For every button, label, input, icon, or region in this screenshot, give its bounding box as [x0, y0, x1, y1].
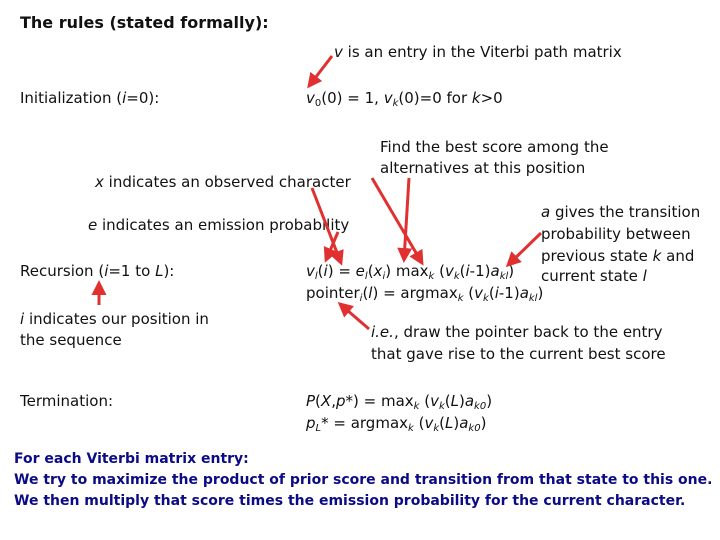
ie-note-ie: i.e.	[371, 323, 394, 341]
rec-eq1-i2: i	[465, 262, 470, 280]
rec-eq1-minus: -1)	[469, 262, 491, 280]
i-note-line2: the sequence	[20, 331, 122, 349]
a-note-line3-post: and	[661, 247, 695, 265]
term-eq2-p: p	[306, 414, 316, 432]
x-note-text: indicates an observed character	[103, 173, 351, 191]
rec-eq1-max: ) max	[385, 262, 429, 280]
rec-eq1-v: v	[306, 262, 315, 280]
term-eq1-v: v	[430, 392, 439, 410]
rec-eq1-k-sub2: k	[453, 271, 460, 282]
term-eq1-L: L	[450, 392, 459, 410]
arrow-best-max	[372, 178, 422, 263]
rec-eq2-a: a	[519, 284, 529, 302]
rec-eq1-e: e	[355, 262, 365, 280]
rec-eq1-i: i	[323, 262, 328, 280]
e-note-var: e	[88, 216, 98, 234]
rec-eq2-minus: -1)	[498, 284, 520, 302]
ie-note-text: , draw the pointer back to the entry	[393, 323, 663, 341]
init-label-post: =0):	[126, 89, 160, 107]
init-label	[20, 88, 159, 109]
rec-eq1-eq: ) =	[327, 262, 356, 280]
e-note-text: indicates an emission probability	[97, 216, 350, 234]
init-equation	[306, 88, 503, 114]
term-eq2-mid: )	[453, 414, 460, 432]
rec-eq2-i: i	[494, 284, 499, 302]
rec-eq1-a: a	[490, 262, 500, 280]
term-eq2-k0-sub: k0	[468, 423, 481, 434]
term-eq1-k-sub: k	[413, 401, 420, 412]
a-note-line3-pre: previous state	[541, 247, 653, 265]
footer-line2: We try to maximize the product of prior score and transition from that state to this one.	[14, 472, 713, 488]
e-note	[88, 215, 349, 236]
i-note-text: indicates our position in	[24, 310, 209, 328]
a-note-line2: probability between	[541, 225, 691, 243]
x-note	[95, 172, 351, 193]
term-eq1-star: *) = max	[345, 392, 414, 410]
term-eq1-k0-sub: k0	[474, 401, 487, 412]
a-note-line3	[541, 246, 694, 267]
rec-eq1-x: x	[373, 262, 383, 280]
recursion-label	[20, 261, 174, 282]
term-eq2-a: a	[459, 414, 469, 432]
rec-eq2-l: l	[368, 284, 373, 302]
rec-eq2-mid: ) = argmax	[372, 284, 458, 302]
a-note-line4-pre: current state	[541, 267, 643, 285]
rec-eq2-pointer: pointer	[306, 284, 360, 302]
recursion-equation-max: $v_l(i) = e_l(x_i)$ $\max_k (v_k(i-1)a_{kl})$	[306, 262, 515, 282]
a-note-line4	[541, 266, 647, 287]
i-note-var: i	[20, 310, 25, 328]
term-eq1-k-sub2: k	[438, 401, 445, 412]
init-label-pre: Initialization (	[20, 89, 123, 107]
footer-line1: For each Viterbi matrix entry:	[14, 451, 249, 467]
term-eq1-mid: )	[458, 392, 465, 410]
x-note-var: x	[95, 173, 104, 191]
rec-eq1-close: )	[508, 262, 515, 280]
init-eq-sub1: 0	[314, 98, 322, 109]
rec-label-mid: =1 to	[108, 262, 156, 280]
rec-eq2-v: v	[474, 284, 484, 302]
term-eq1-P: P	[306, 392, 316, 410]
v-note-text: is an entry in the Viterbi path matrix	[342, 43, 622, 61]
term-eq2-L: L	[444, 414, 454, 432]
a-note-line1	[541, 202, 700, 223]
term-eq2-v: v	[424, 414, 434, 432]
arrow-v-note	[309, 56, 332, 86]
ie-note-line2: that gave rise to the current best score	[371, 345, 666, 363]
a-note-line3-var: k	[652, 247, 662, 265]
rec-eq1-i-sub: i	[382, 271, 386, 282]
a-note-text: gives the transition	[550, 203, 701, 221]
best-note-line2: alternatives at this position	[380, 159, 586, 177]
init-label-var: i	[122, 89, 127, 107]
rec-label-post: ):	[163, 262, 175, 280]
a-note-var: a	[541, 203, 551, 221]
init-eq-sub2: k	[392, 98, 399, 109]
rec-label-pre: Recursion (	[20, 262, 105, 280]
rec-eq2-i-sub: i	[359, 293, 363, 304]
slide-title: The rules (stated formally):	[20, 13, 269, 32]
termination-equation-prob: $P(X,p*) = \max_k (v_k(L)a_{k0})$	[306, 392, 493, 412]
v-note	[334, 42, 622, 63]
rec-eq2-k-sub: k	[457, 293, 464, 304]
term-eq2-L-sub: L	[315, 423, 322, 434]
rec-eq1-l-sub: l	[314, 271, 318, 282]
term-eq1-open: (	[419, 392, 431, 410]
arrow-best-argmax	[404, 178, 409, 260]
recursion-equation-pointer: pointer$_i$(l) = argmax$_k$ $(v_k(i-1)a_{kl})$	[306, 284, 544, 304]
term-eq1-close: )	[486, 392, 493, 410]
init-eq-mid2: (0)=0 for	[398, 89, 472, 107]
term-eq2-open: (	[413, 414, 425, 432]
term-eq1-X: X	[320, 392, 332, 410]
init-eq-v1: v	[306, 89, 315, 107]
arrow-e-note	[326, 232, 338, 260]
ie-note-line1	[371, 322, 662, 343]
init-eq-k: k	[471, 89, 481, 107]
rec-label-var1: i	[104, 262, 109, 280]
rec-eq2-k-sub2: k	[483, 293, 489, 304]
init-eq-end: >0	[480, 89, 503, 107]
v-note-var: v	[334, 43, 343, 61]
i-note-line1	[20, 309, 209, 330]
rec-eq1-l-sub2: l	[364, 271, 368, 282]
footer-note	[14, 449, 712, 512]
term-eq2-star: * = argmax	[321, 414, 409, 432]
rec-label-var2: L	[155, 262, 164, 280]
a-note-line4-var: l	[642, 267, 647, 285]
rec-eq1-vk: v	[444, 262, 454, 280]
init-eq-mid: (0) = 1,	[321, 89, 384, 107]
rec-eq2-open: (	[463, 284, 475, 302]
term-eq2-close: )	[480, 414, 487, 432]
footer-line3: We then multiply that score times the emission probability for the current character.	[14, 493, 686, 509]
termination-equation-argmax: $p_L* = argmax_k$ $(v_k(L)a_{k0})$	[306, 414, 487, 434]
termination-label: Termination:	[20, 392, 114, 410]
term-eq2-k-sub2: k	[433, 423, 440, 434]
init-eq-v2: v	[383, 89, 393, 107]
rec-eq2-kl-sub: kl	[528, 293, 538, 304]
term-eq1-p: p	[335, 392, 346, 410]
best-note-line1: Find the best score among the	[380, 138, 609, 156]
rec-eq2-close: )	[537, 284, 544, 302]
term-eq2-k-sub: k	[408, 423, 414, 434]
rec-eq1-open: (	[434, 262, 445, 280]
rec-eq1-kl-sub: kl	[499, 271, 509, 282]
term-eq1-a: a	[464, 392, 475, 410]
rec-eq1-k-sub: k	[428, 271, 435, 282]
